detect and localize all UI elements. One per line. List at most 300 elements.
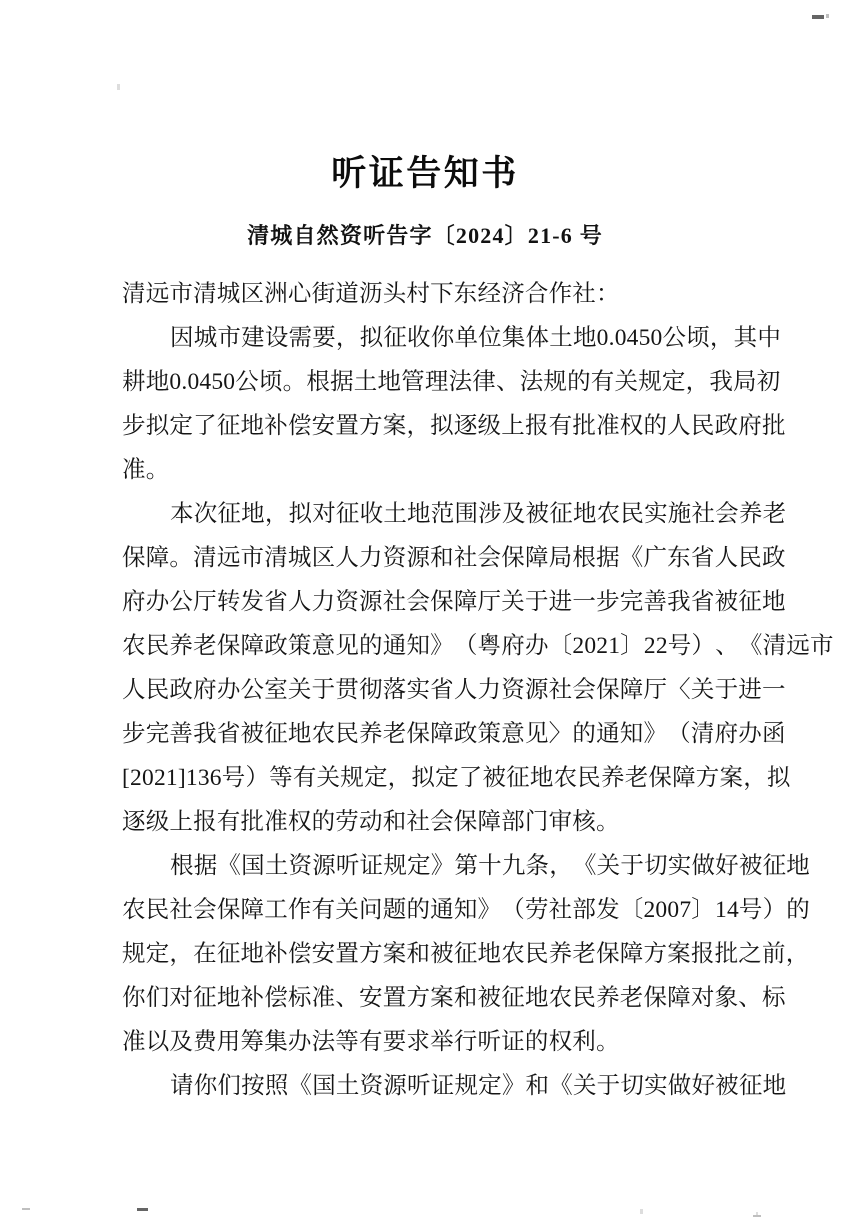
glyph: 有 bbox=[590, 369, 615, 395]
glyph: 律 bbox=[472, 369, 496, 395]
glyph: 公 bbox=[240, 677, 265, 703]
paragraph-container bbox=[122, 316, 834, 1108]
glyph: 实 bbox=[667, 853, 692, 879]
glyph: 2 bbox=[596, 633, 609, 659]
glyph: 逐 bbox=[453, 413, 478, 439]
glyph: 地 bbox=[287, 721, 312, 747]
glyph: 障 bbox=[240, 633, 265, 659]
glyph: 农 bbox=[548, 985, 573, 1011]
glyph: 公 bbox=[235, 369, 259, 395]
glyph: 民 bbox=[572, 985, 597, 1011]
glyph: 农 bbox=[501, 941, 525, 967]
glyph: 保 bbox=[643, 985, 668, 1011]
glyph: 老 bbox=[193, 633, 217, 659]
glyph: 知 bbox=[453, 897, 478, 923]
glyph: 地 bbox=[240, 413, 265, 439]
glyph: 我 bbox=[193, 721, 217, 747]
glyph: 养 bbox=[169, 633, 194, 659]
glyph: 了 bbox=[193, 413, 217, 439]
salutation-line: 清远市清城区洲心街道沥头村下东经济合作社： bbox=[122, 281, 620, 307]
glyph: 0 bbox=[596, 325, 609, 351]
glyph: 和 bbox=[430, 545, 454, 571]
glyph: 案 bbox=[430, 985, 454, 1011]
glyph: 征 bbox=[335, 501, 360, 527]
glyph: 政 bbox=[169, 677, 194, 703]
text-line bbox=[122, 316, 782, 360]
glyph: 保 bbox=[216, 633, 241, 659]
glyph: 和 bbox=[453, 985, 478, 1011]
scan-artifact-bottom-right-a bbox=[640, 1209, 643, 1214]
glyph: 城 bbox=[287, 545, 312, 571]
glyph: 补 bbox=[264, 941, 288, 967]
glyph: 会 bbox=[406, 589, 431, 615]
glyph: 象 bbox=[714, 985, 739, 1011]
paragraph bbox=[122, 1064, 787, 1108]
glyph: 置 bbox=[335, 413, 360, 439]
glyph: 理 bbox=[424, 369, 449, 395]
glyph: 问 bbox=[359, 897, 383, 923]
text-line bbox=[122, 1064, 787, 1108]
glyph: 障 bbox=[524, 545, 549, 571]
glyph: 在 bbox=[193, 941, 217, 967]
text-line bbox=[122, 712, 786, 756]
glyph: 人 bbox=[453, 677, 478, 703]
glyph: 步 bbox=[122, 721, 146, 747]
glyph: 土 bbox=[353, 369, 378, 395]
glyph: 保 bbox=[596, 941, 620, 967]
glyph: 资 bbox=[288, 853, 313, 879]
glyph: 障 bbox=[240, 897, 265, 923]
glyph: 东 bbox=[667, 545, 691, 571]
glyph: 关 bbox=[287, 677, 312, 703]
glyph: 规 bbox=[122, 941, 146, 967]
glyph: 十 bbox=[478, 853, 502, 879]
glyph: 养 bbox=[359, 721, 383, 747]
glyph: 粤 bbox=[477, 633, 502, 659]
glyph: ， bbox=[264, 501, 289, 527]
glyph: ， bbox=[169, 941, 194, 967]
glyph: 障 bbox=[619, 677, 644, 703]
glyph: 关 bbox=[614, 369, 639, 395]
glyph: 补 bbox=[240, 985, 265, 1011]
glyph: 被 bbox=[714, 589, 739, 615]
glyph: 会 bbox=[193, 897, 217, 923]
glyph: 保 bbox=[501, 545, 525, 571]
glyph: 听 bbox=[407, 1073, 431, 1099]
glyph: 室 bbox=[264, 677, 288, 703]
glyph: 市 bbox=[810, 633, 834, 659]
glyph: 地 bbox=[477, 941, 502, 967]
glyph: . bbox=[608, 325, 615, 351]
glyph: 关 bbox=[501, 589, 525, 615]
glyph: 会 bbox=[572, 677, 597, 703]
glyph: 地 bbox=[145, 369, 170, 395]
glyph: [ bbox=[122, 765, 131, 791]
glyph: 请 bbox=[170, 1073, 194, 1099]
paragraph bbox=[122, 844, 810, 1064]
glyph: 0 bbox=[169, 369, 182, 395]
glyph: 有 bbox=[548, 413, 573, 439]
text-line: 准以及费用筹集办法等有要求举行听证的权利。 bbox=[122, 1029, 620, 1055]
glyph: 1 bbox=[714, 897, 727, 923]
glyph: 批 bbox=[714, 941, 739, 967]
glyph: 源 bbox=[406, 545, 431, 571]
glyph: 障 bbox=[672, 765, 696, 791]
glyph: ， bbox=[335, 325, 360, 351]
glyph: 地 bbox=[407, 501, 431, 527]
glyph: 见 bbox=[524, 721, 549, 747]
glyph: 案 bbox=[667, 941, 691, 967]
glyph: 民 bbox=[145, 677, 170, 703]
glyph: 对 bbox=[312, 501, 336, 527]
glyph: 你 bbox=[430, 325, 455, 351]
glyph: 方 bbox=[643, 941, 668, 967]
glyph: 办 bbox=[738, 721, 762, 747]
glyph: 2 bbox=[643, 897, 656, 923]
glyph: 安 bbox=[359, 985, 383, 1011]
glyph: 拟 bbox=[288, 501, 313, 527]
glyph: ） bbox=[762, 897, 787, 923]
glyph: 办 bbox=[145, 589, 170, 615]
glyph: 保 bbox=[406, 721, 431, 747]
glyph: （ bbox=[453, 633, 478, 659]
glyph: 们 bbox=[217, 1073, 242, 1099]
glyph: 养 bbox=[596, 985, 620, 1011]
glyph: 资 bbox=[359, 1073, 384, 1099]
glyph: 农 bbox=[122, 897, 146, 923]
glyph: 工 bbox=[264, 897, 288, 923]
glyph: 一 bbox=[572, 589, 597, 615]
glyph: 条 bbox=[525, 853, 550, 879]
glyph: 据 bbox=[596, 545, 620, 571]
glyph: 源 bbox=[359, 589, 383, 615]
text-line bbox=[122, 492, 787, 536]
glyph: 拟 bbox=[359, 325, 384, 351]
glyph: 府 bbox=[714, 721, 739, 747]
glyph: 力 bbox=[359, 545, 383, 571]
glyph: 省 bbox=[430, 677, 454, 703]
glyph: 0 bbox=[141, 765, 154, 791]
glyph: 被 bbox=[525, 501, 550, 527]
glyph: 收 bbox=[359, 501, 384, 527]
glyph: 土 bbox=[383, 501, 408, 527]
glyph: 广 bbox=[643, 545, 668, 571]
glyph: 4 bbox=[626, 325, 639, 351]
page-title: 听证告知书 bbox=[331, 154, 519, 193]
glyph: 地 bbox=[377, 369, 402, 395]
glyph: 老 bbox=[382, 721, 407, 747]
document-body bbox=[122, 272, 834, 1108]
glyph: 1 bbox=[608, 633, 621, 659]
glyph: 政 bbox=[761, 545, 786, 571]
scan-artifact-bottom-left bbox=[22, 1208, 30, 1210]
glyph: 定 bbox=[661, 369, 686, 395]
glyph: 对 bbox=[690, 985, 715, 1011]
glyph: 标 bbox=[287, 985, 312, 1011]
glyph: 根 bbox=[572, 545, 597, 571]
glyph: 因 bbox=[170, 325, 194, 351]
glyph: 〔 bbox=[619, 897, 644, 923]
glyph: 围 bbox=[454, 501, 479, 527]
glyph: 拟 bbox=[411, 765, 436, 791]
glyph: 、 bbox=[335, 985, 360, 1011]
glyph: 府 bbox=[122, 589, 146, 615]
glyph: 准 bbox=[311, 985, 336, 1011]
glyph: 1 bbox=[185, 765, 198, 791]
glyph: 管 bbox=[401, 369, 425, 395]
glyph: 题 bbox=[382, 897, 407, 923]
glyph: 征 bbox=[738, 1073, 763, 1099]
glyph: 见 bbox=[335, 633, 360, 659]
glyph: 听 bbox=[335, 853, 360, 879]
glyph: 省 bbox=[264, 589, 288, 615]
glyph: 人 bbox=[122, 677, 146, 703]
glyph: 政 bbox=[264, 633, 288, 659]
glyph: 。 bbox=[282, 369, 307, 395]
glyph: 厅 bbox=[477, 589, 502, 615]
glyph: 远 bbox=[786, 633, 810, 659]
glyph: 方 bbox=[359, 941, 383, 967]
glyph: 方 bbox=[406, 985, 431, 1011]
glyph: 公 bbox=[169, 589, 194, 615]
glyph: 府 bbox=[738, 413, 762, 439]
glyph: 进 bbox=[548, 589, 573, 615]
glyph: 偿 bbox=[287, 413, 312, 439]
glyph: 关 bbox=[316, 765, 341, 791]
glyph: 的 bbox=[567, 369, 591, 395]
glyph: 资 bbox=[335, 589, 360, 615]
glyph: 被 bbox=[482, 765, 507, 791]
glyph: 施 bbox=[667, 501, 692, 527]
glyph: 征 bbox=[193, 985, 217, 1011]
glyph: 征 bbox=[738, 589, 762, 615]
glyph: 城 bbox=[193, 325, 218, 351]
glyph: 保 bbox=[648, 765, 673, 791]
glyph: 《 bbox=[549, 1073, 573, 1099]
glyph: 知 bbox=[619, 721, 644, 747]
glyph: 〉 bbox=[548, 721, 573, 747]
glyph: ， bbox=[549, 853, 573, 879]
glyph: 对 bbox=[169, 985, 194, 1011]
glyph: 位 bbox=[478, 325, 502, 351]
glyph: 保 bbox=[216, 897, 241, 923]
glyph: 案 bbox=[382, 413, 407, 439]
glyph: 人 bbox=[714, 545, 739, 571]
glyph: 善 bbox=[643, 589, 668, 615]
glyph: 补 bbox=[264, 413, 288, 439]
glyph: ） bbox=[691, 633, 716, 659]
glyph: 人 bbox=[287, 589, 312, 615]
glyph: 《 bbox=[217, 853, 242, 879]
glyph: 你 bbox=[122, 985, 146, 1011]
glyph: 定 bbox=[478, 1073, 502, 1099]
glyph: 我 bbox=[709, 369, 734, 395]
glyph: 顷 bbox=[686, 325, 710, 351]
glyph: 省 bbox=[690, 589, 715, 615]
glyph: 定 bbox=[435, 765, 459, 791]
glyph: 证 bbox=[430, 1073, 455, 1099]
text-line bbox=[122, 624, 834, 668]
glyph: 农 bbox=[596, 501, 621, 527]
text-line bbox=[122, 976, 786, 1020]
glyph: 通 bbox=[596, 721, 620, 747]
glyph: 人 bbox=[667, 413, 691, 439]
glyph: 民 bbox=[690, 413, 715, 439]
document-serial-number: 清城自然资听告字〔2024〕21-6 号 bbox=[247, 223, 603, 248]
glyph: 定 bbox=[363, 765, 388, 791]
text-line bbox=[122, 888, 810, 932]
glyph: 的 bbox=[643, 413, 668, 439]
glyph: 彻 bbox=[359, 677, 383, 703]
glyph: 实 bbox=[644, 501, 668, 527]
glyph: 报 bbox=[690, 941, 715, 967]
glyph: 力 bbox=[311, 589, 336, 615]
glyph: 被 bbox=[240, 721, 265, 747]
glyph: 安 bbox=[311, 941, 336, 967]
glyph: 2 bbox=[643, 633, 656, 659]
glyph: 集 bbox=[501, 325, 526, 351]
glyph: 地 bbox=[572, 501, 597, 527]
paragraph bbox=[122, 492, 834, 844]
glyph: 办 bbox=[216, 677, 241, 703]
glyph: 和 bbox=[406, 941, 431, 967]
glyph: 步 bbox=[596, 589, 620, 615]
glyph: 政 bbox=[714, 413, 739, 439]
glyph: 步 bbox=[122, 413, 146, 439]
glyph: 法 bbox=[519, 369, 544, 395]
glyph: 地 bbox=[524, 985, 549, 1011]
glyph: 区 bbox=[311, 545, 336, 571]
glyph: 社 bbox=[691, 501, 716, 527]
glyph: ， bbox=[685, 369, 710, 395]
text-line bbox=[122, 932, 810, 976]
text-line bbox=[122, 668, 786, 712]
glyph: 进 bbox=[738, 677, 762, 703]
text-line bbox=[122, 536, 786, 580]
glyph: 中 bbox=[757, 325, 782, 351]
glyph: 省 bbox=[690, 545, 715, 571]
glyph: 《 bbox=[288, 1073, 313, 1099]
glyph: 地 bbox=[240, 941, 265, 967]
glyph: 保 bbox=[430, 589, 454, 615]
glyph: 们 bbox=[145, 985, 170, 1011]
glyph: 案 bbox=[719, 765, 744, 791]
glyph: 知 bbox=[406, 633, 431, 659]
glyph: 民 bbox=[620, 501, 645, 527]
glyph: 征 bbox=[549, 501, 573, 527]
glyph: 于 bbox=[596, 1073, 621, 1099]
glyph: 市 bbox=[240, 545, 265, 571]
glyph: 体 bbox=[525, 325, 550, 351]
glyph: 地 bbox=[216, 985, 241, 1011]
glyph: 做 bbox=[667, 1073, 692, 1099]
glyph: 0 bbox=[650, 325, 663, 351]
glyph: 关 bbox=[335, 897, 360, 923]
glyph: 》 bbox=[477, 897, 502, 923]
glyph: 偿 bbox=[287, 941, 312, 967]
glyph: 置 bbox=[335, 941, 360, 967]
text-line bbox=[122, 756, 791, 800]
glyph: 好 bbox=[691, 1073, 716, 1099]
glyph: 《 bbox=[572, 853, 597, 879]
glyph: 标 bbox=[761, 985, 786, 1011]
glyph: 》 bbox=[430, 633, 454, 659]
text-line bbox=[122, 404, 786, 448]
glyph: 会 bbox=[477, 545, 502, 571]
glyph: 清 bbox=[264, 545, 288, 571]
glyph: 障 bbox=[430, 721, 454, 747]
paragraph bbox=[122, 316, 786, 492]
glyph: 征 bbox=[453, 941, 478, 967]
glyph: 级 bbox=[477, 413, 502, 439]
glyph: 于 bbox=[620, 853, 645, 879]
glyph: 府 bbox=[501, 633, 525, 659]
glyph: 社 bbox=[382, 589, 407, 615]
glyph: 2 bbox=[130, 765, 142, 791]
glyph: 方 bbox=[695, 765, 720, 791]
glyph: 》 bbox=[501, 1073, 526, 1099]
glyph: 据 bbox=[330, 369, 354, 395]
glyph: 局 bbox=[733, 369, 757, 395]
glyph: 公 bbox=[662, 325, 687, 351]
glyph: 0 bbox=[584, 633, 597, 659]
glyph: 拟 bbox=[145, 413, 170, 439]
glyph: 案 bbox=[382, 941, 407, 967]
glyph: ， bbox=[743, 765, 767, 791]
glyph: 政 bbox=[453, 721, 478, 747]
glyph: 0 bbox=[187, 369, 200, 395]
glyph: 4 bbox=[726, 897, 739, 923]
glyph: 障 bbox=[145, 545, 170, 571]
glyph: 、 bbox=[738, 985, 762, 1011]
glyph: 民 bbox=[524, 941, 549, 967]
glyph: 障 bbox=[453, 589, 478, 615]
glyph: 好 bbox=[715, 853, 739, 879]
glyph: 根 bbox=[170, 853, 194, 879]
glyph: 有 bbox=[311, 897, 336, 923]
glyph: 发 bbox=[596, 897, 620, 923]
glyph: 0 bbox=[614, 325, 627, 351]
glyph: 上 bbox=[501, 413, 525, 439]
glyph: 地 bbox=[529, 765, 554, 791]
glyph: 7 bbox=[679, 897, 692, 923]
glyph: 。 bbox=[169, 545, 194, 571]
glyph: 征 bbox=[501, 985, 525, 1011]
glyph: 规 bbox=[340, 765, 364, 791]
glyph: 〕 bbox=[691, 897, 715, 923]
glyph: 置 bbox=[382, 985, 407, 1011]
glyph: 源 bbox=[312, 853, 336, 879]
glyph: 了 bbox=[458, 765, 483, 791]
glyph: 号 bbox=[221, 765, 246, 791]
glyph: 做 bbox=[691, 853, 716, 879]
glyph: 养 bbox=[548, 941, 573, 967]
scan-artifact-left-margin bbox=[117, 84, 120, 90]
glyph: 于 bbox=[524, 589, 549, 615]
glyph: 社 bbox=[453, 545, 478, 571]
glyph: 第 bbox=[454, 853, 479, 879]
glyph: 号 bbox=[667, 633, 692, 659]
glyph: 准 bbox=[596, 413, 620, 439]
glyph: 法 bbox=[448, 369, 473, 395]
glyph: 要 bbox=[312, 325, 336, 351]
glyph: （ bbox=[667, 721, 691, 747]
glyph: 《 bbox=[619, 545, 644, 571]
glyph: 次 bbox=[193, 501, 218, 527]
glyph: 照 bbox=[264, 1073, 289, 1099]
glyph: 完 bbox=[619, 589, 644, 615]
glyph: 关 bbox=[572, 1073, 597, 1099]
